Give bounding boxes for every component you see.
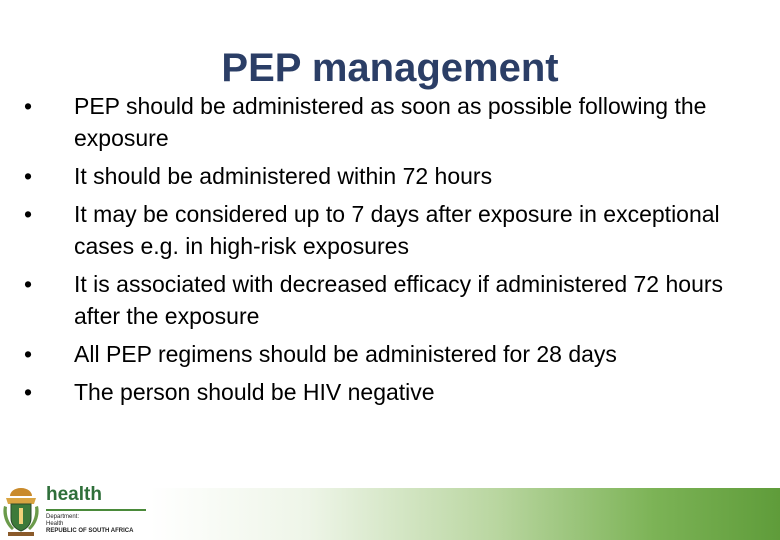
bullet-text: The person should be HIV negative — [74, 379, 435, 405]
bullet-item — [24, 198, 764, 262]
slide-title: PEP management — [221, 46, 559, 90]
bullet-glyph: • — [24, 271, 33, 297]
logo-department-label: Department: — [46, 514, 80, 520]
bullet-item — [24, 160, 764, 192]
bullet-text: It may be considered up to 7 days after exposure in exceptional cases e.g. in high-risk exposures — [74, 201, 720, 259]
bullet-glyph: • — [24, 341, 33, 367]
logo-health-label: Health — [46, 521, 64, 527]
health-department-logo — [2, 482, 150, 540]
bullet-item — [24, 338, 764, 370]
coat-of-arms-icon — [2, 484, 40, 538]
bullet-glyph: • — [24, 379, 33, 405]
bullet-item — [24, 90, 764, 154]
logo-wordmark: health — [46, 484, 102, 505]
footer — [0, 482, 780, 540]
bullet-glyph: • — [24, 163, 33, 189]
bullet-text: PEP should be administered as soon as possible following the exposure — [74, 93, 707, 151]
bullet-glyph: • — [24, 93, 33, 119]
bullet-list — [24, 90, 764, 414]
bullet-text: It is associated with decreased efficacy if administered 72 hours after the exposure — [74, 271, 724, 329]
logo-country-label: REPUBLIC OF SOUTH AFRICA — [46, 528, 134, 534]
footer-gradient-bar — [150, 488, 780, 540]
bullet-text: It should be administered within 72 hours — [74, 163, 493, 189]
bullet-glyph: • — [24, 201, 33, 227]
bullet-text: All PEP regimens should be administered for 28 days — [74, 341, 617, 367]
logo-divider — [46, 509, 146, 511]
bullet-item — [24, 268, 764, 332]
bullet-item — [24, 376, 764, 408]
